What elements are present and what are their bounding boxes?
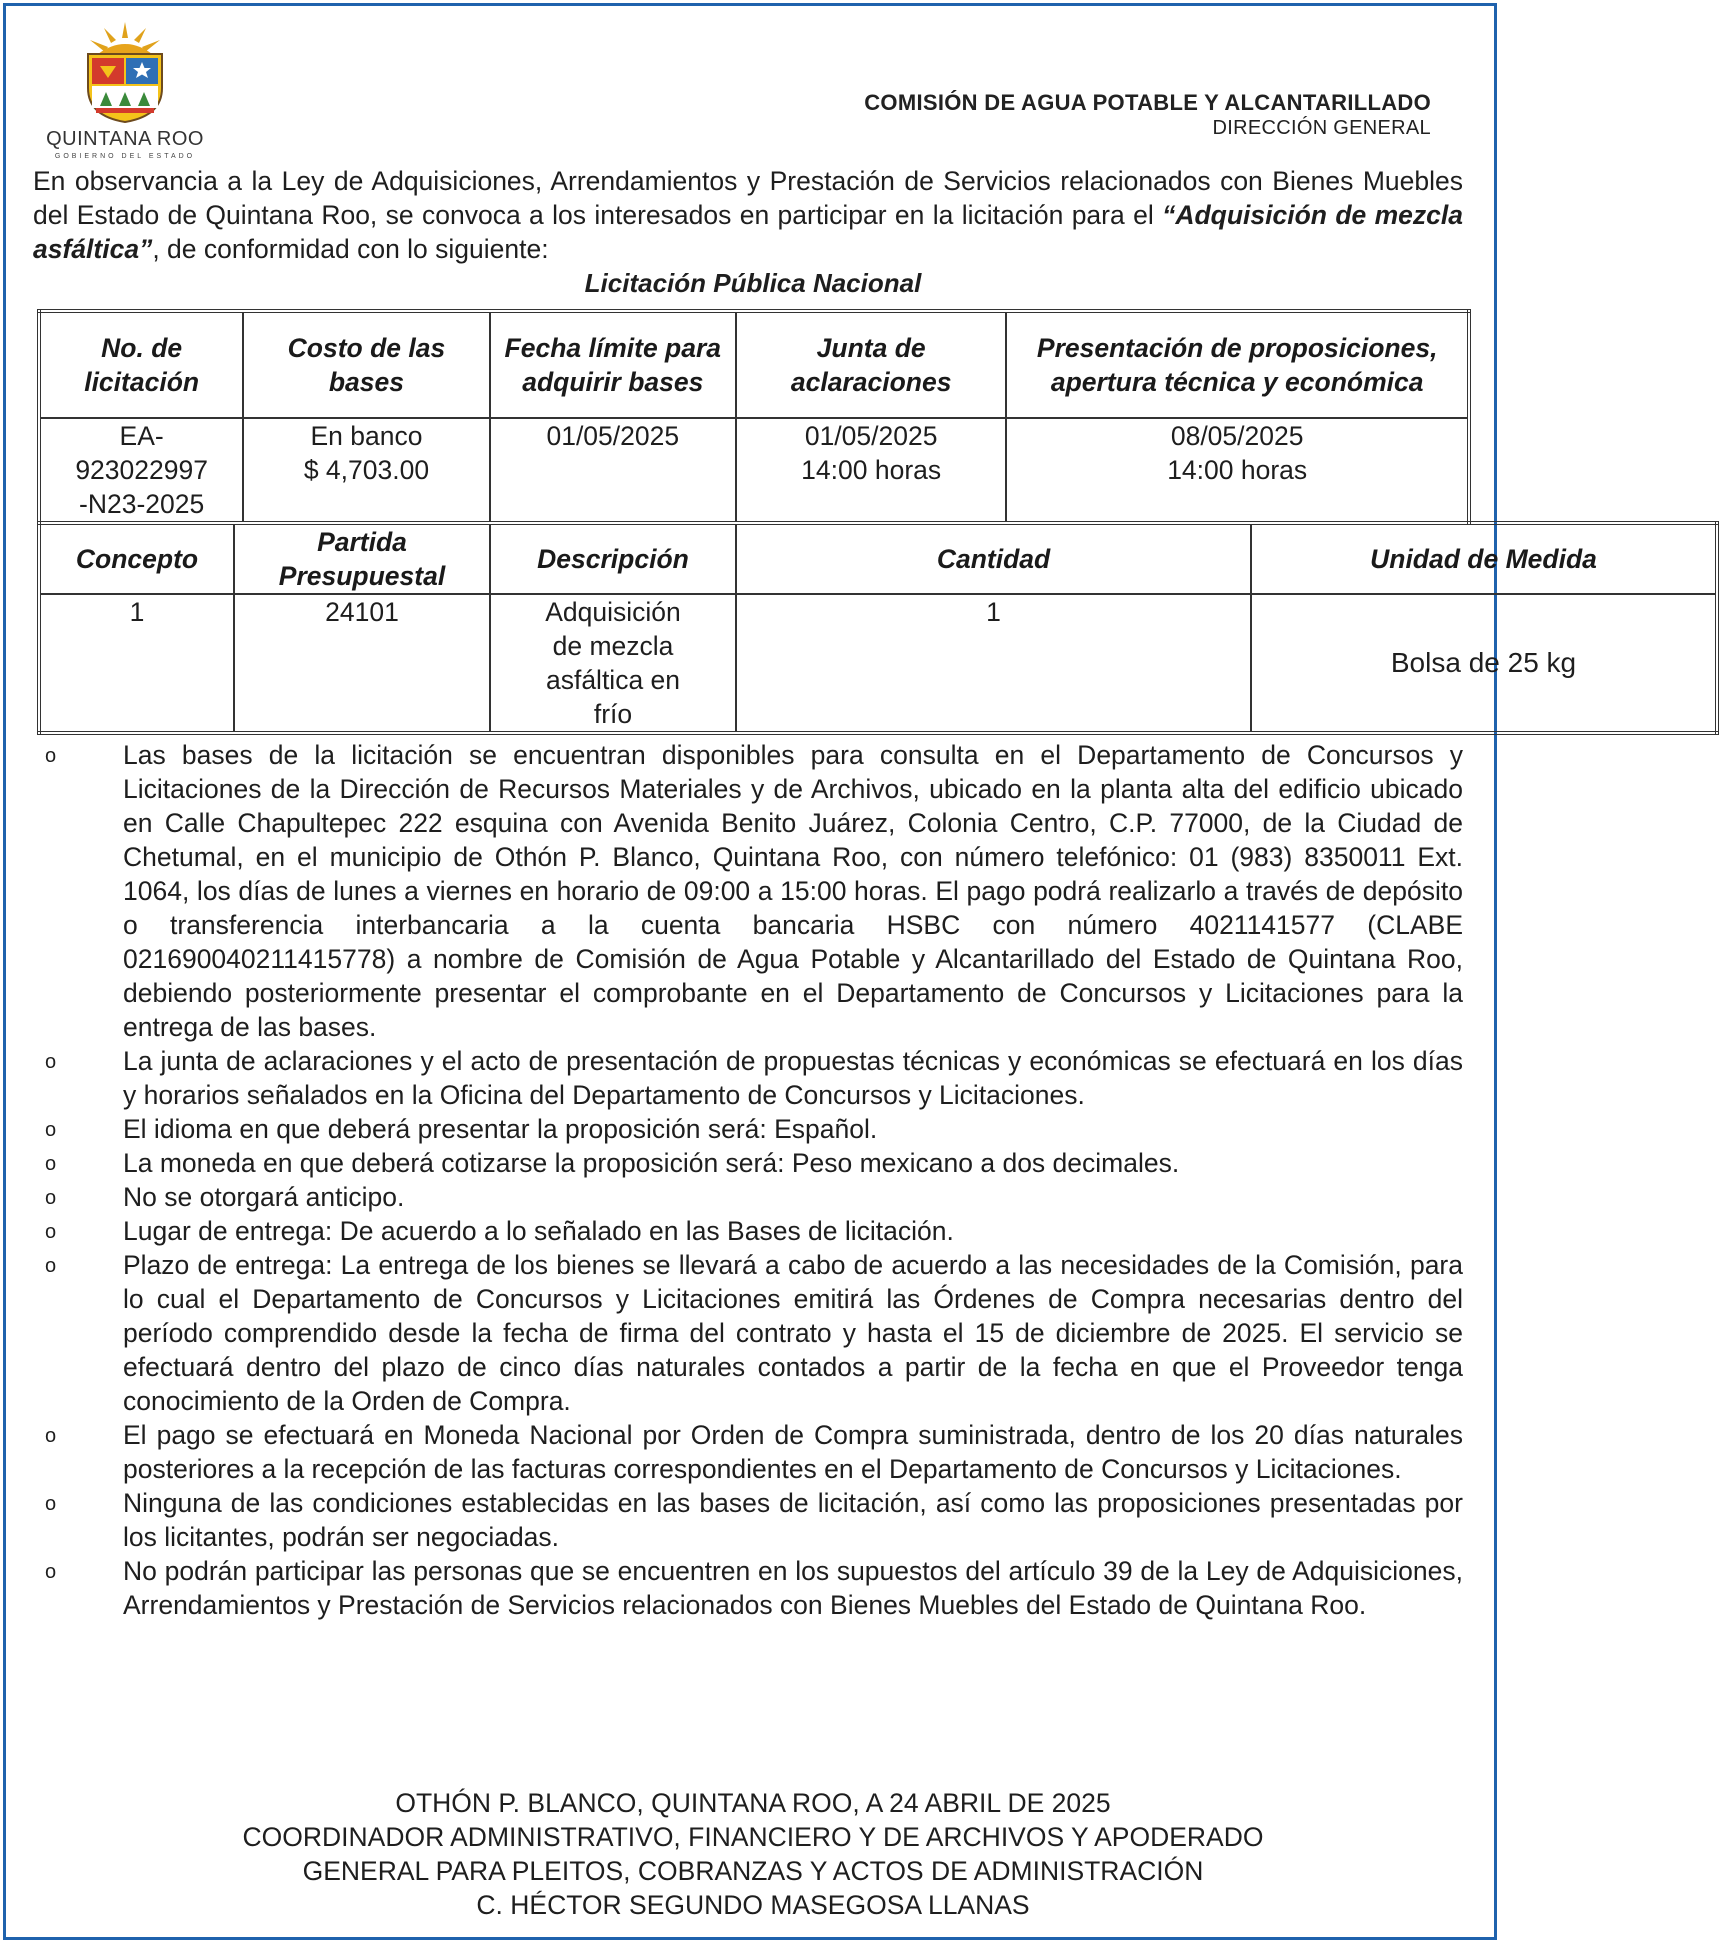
condition-text: El idioma en que deberá presentar la proposición será: Español. [123, 1114, 878, 1144]
conditions-list [33, 738, 1463, 1622]
list-item [33, 1146, 1463, 1180]
description-line: asfáltica en [545, 665, 681, 695]
condition-text: No se otorgará anticipo. [123, 1182, 405, 1212]
signature-name: C. HÉCTOR SEGUNDO MASEGOSA LLANAS [476, 1890, 1030, 1920]
bid-type-title: Licitación Pública Nacional [584, 268, 922, 298]
header-bases-cost: Costo de las bases [243, 311, 489, 418]
cell-budget-item: 24101 [234, 594, 490, 733]
bid-schedule-table [37, 309, 1471, 525]
list-item [33, 1214, 1463, 1248]
condition-text: La junta de aclaraciones y el acto de presentación de propuestas técnicas y económicas se efectuará en los días y horarios señalados en la Oficina del Departamento de Concursos y Licitaciones. [123, 1046, 1463, 1110]
list-item [33, 1554, 1463, 1622]
presentation-time: 14:00 horas [1167, 455, 1308, 485]
header-quantity: Cantidad [736, 523, 1251, 594]
intro-emphasis: “Adquisición de mezcla asfáltica” [33, 200, 1463, 264]
deadline-date: 01/05/2025 [546, 421, 680, 451]
intro-text-before: En observancia a la Ley de Adquisiciones, Arrendamientos y Prestación de Servicios relacionados con Bienes Muebles del Estado de Quintana Roo, se convoca a los interesados en participar en la licitación para el [33, 166, 1463, 230]
header-deadline: Fecha límite para adquirir bases [490, 311, 736, 418]
list-item [33, 1112, 1463, 1146]
list-item [33, 1044, 1463, 1112]
bullet-icon: o [45, 1561, 57, 1583]
condition-text: No podrán participar las personas que se encuentren en los supuestos del artículo 39 de la Ley de Adquisiciones, Arrendamientos y Prestación de Servicios relacionados con Bienes Muebles del Estado de Quintana Roo. [123, 1556, 1463, 1620]
list-item [33, 1418, 1463, 1486]
header-unit: Unidad de Medida [1251, 523, 1717, 594]
clarification-date: 01/05/2025 [804, 421, 938, 451]
signature-place-date: OTHÓN P. BLANCO, QUINTANA ROO, A 24 ABRIL DE 2025 [395, 1788, 1111, 1818]
bullet-icon: o [45, 1221, 57, 1243]
signature-title-line: GENERAL PARA PLEITOS, COBRANZAS Y ACTOS DE ADMINISTRACIÓN [302, 1856, 1204, 1886]
cell-bid-number [39, 418, 243, 523]
header-budget-item: Partida Presupuestal [234, 523, 490, 594]
condition-text: La moneda en que deberá cotizarse la proposición será: Peso mexicano a dos decimales. [123, 1148, 1180, 1178]
header-description: Descripción [490, 523, 736, 594]
description-line: de mezcla [552, 631, 674, 661]
cell-clarification-meeting [736, 418, 1006, 523]
intro-paragraph [33, 164, 1463, 266]
bullet-icon: o [45, 1153, 57, 1175]
agency-name: COMISIÓN DE AGUA POTABLE Y ALCANTARILLADO [864, 90, 1431, 115]
description-line: Adquisición [545, 597, 681, 627]
table-row [39, 418, 1469, 523]
bid-number-line: EA- [119, 421, 164, 451]
cell-description [490, 594, 736, 733]
presentation-date: 08/05/2025 [1170, 421, 1304, 451]
direction-name: DIRECCIÓN GENERAL [1212, 117, 1431, 139]
list-item [33, 1248, 1463, 1418]
cell-bases-cost [243, 418, 489, 523]
bullet-icon: o [45, 1493, 57, 1515]
item-table [37, 521, 1719, 735]
cell-quantity: 1 [736, 594, 1251, 733]
coat-of-arms-icon [78, 18, 172, 126]
condition-text: El pago se efectuará en Moneda Nacional por Orden de Compra suministrada, dentro de los 20 días naturales posteriores a la recepción de las facturas correspondientes en el Departamento de Concursos y Licitaciones. [123, 1420, 1463, 1484]
cell-deadline [490, 418, 736, 523]
intro-text-after: , de conformidad con lo siguiente: [152, 234, 549, 264]
bullet-icon: o [45, 1255, 57, 1277]
logo-subtitle: GOBIERNO DEL ESTADO [54, 153, 196, 160]
signature-title-line: COORDINADOR ADMINISTRATIVO, FINANCIERO Y DE ARCHIVOS Y APODERADO [242, 1822, 1264, 1852]
condition-text: Lugar de entrega: De acuerdo a lo señalado en las Bases de licitación. [123, 1216, 954, 1246]
header-concept: Concepto [39, 523, 234, 594]
cost-method: En banco [310, 421, 423, 451]
condition-text: Plazo de entrega: La entrega de los bienes se llevará a cabo de acuerdo a las necesidades de la Comisión, para lo cual el Departamento de Concursos y Licitaciones emitirá las Órdenes de Compra necesarias dentro del período comprendido desde la fecha de firma del contrato y hasta el 15 de diciembre de 2025. El servicio se efectuará dentro del plazo de cinco días naturales contados a partir de la fecha en que el Proveedor tenga conocimiento de la Orden de Compra. [123, 1250, 1463, 1416]
description-line: frío [593, 699, 633, 729]
cost-amount: $ 4,703.00 [303, 455, 430, 485]
bullet-icon: o [45, 745, 57, 767]
table-header-row [39, 523, 1717, 594]
cell-concept: 1 [39, 594, 234, 733]
table-row [39, 594, 1717, 733]
header-clarification-meeting: Junta de aclaraciones [736, 311, 1006, 418]
clarification-time: 14:00 horas [801, 455, 942, 485]
signature-block [0, 1786, 1506, 1922]
cell-presentation [1006, 418, 1469, 523]
bid-number-line: -N23-2025 [79, 489, 205, 519]
bullet-icon: o [45, 1187, 57, 1209]
list-item [33, 1180, 1463, 1214]
bullet-icon: o [45, 1051, 57, 1073]
condition-text: Ninguna de las condiciones establecidas en las bases de licitación, así como las proposiciones presentadas por los licitantes, podrán ser negociadas. [123, 1488, 1463, 1552]
cell-unit: Bolsa de 25 kg [1251, 594, 1717, 733]
condition-text: Las bases de la licitación se encuentran disponibles para consulta en el Departamento de Concursos y Licitaciones de la Dirección de Recursos Materiales y de Archivos, ubicado en la planta alta del edificio ubicado en Calle Chapultepec 222 esquina con Avenida Benito Juárez, Colonia Centro, C.P. 77000, de la Ciudad de Chetumal, en el municipio de Othón P. Blanco, Quintana Roo, con número telefónico: 01 (983) 8350011 Ext. 1064, los días de lunes a viernes en horario de 09:00 a 15:00 horas. El pago podrá realizarlo a través de depósito o transferencia interbancaria a la cuenta bancaria HSBC con número 4021141577 (CLABE 021690040211415778) a nombre de Comisión de Agua Potable y Alcantarillado del Estado de Quintana Roo, debiendo posteriormente presentar el comprobante en el Departamento de Concursos y Licitaciones para la entrega de las bases. [123, 740, 1463, 1042]
list-item [33, 1486, 1463, 1554]
logo-state-name: QUINTANA ROO [46, 128, 204, 150]
bullet-icon: o [45, 1425, 57, 1447]
bullet-icon: o [45, 1119, 57, 1141]
state-logo [40, 18, 210, 158]
list-item [33, 738, 1463, 1044]
header-presentation: Presentación de proposiciones, apertura técnica y económica [1006, 311, 1469, 418]
bid-number-line: 923022997 [75, 455, 208, 485]
table-header-row [39, 311, 1469, 418]
header-bid-number: No. de licitación [39, 311, 243, 418]
